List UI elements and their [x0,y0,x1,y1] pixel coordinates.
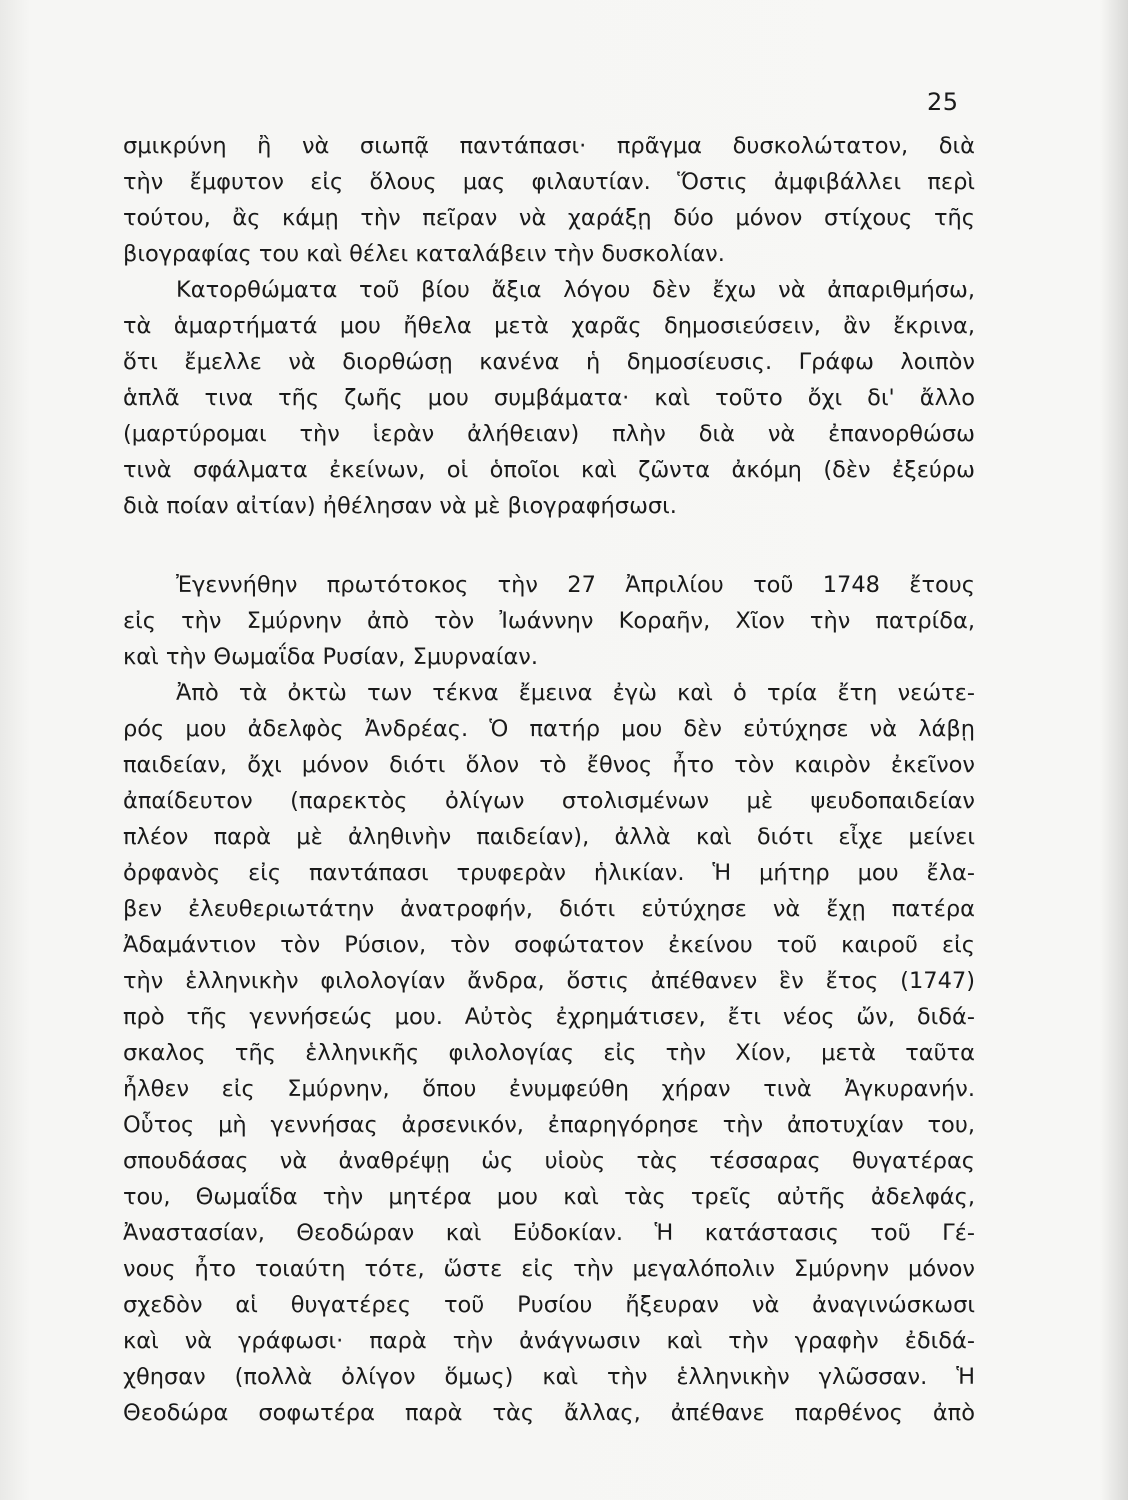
text-line: εἰς τὴν Σμύρνην ἀπὸ τὸν Ἰωάννην Κοραῆν, Χῖον τὴν πατρίδα, [123,608,975,634]
text-line: ἀπαίδευτον (παρεκτὸς ὀλίγων στολισμένων μὲ ψευδοπαιδείαν [123,788,975,814]
text-line: τούτου, ἂς κάμῃ τὴν πεῖραν νὰ χαράξῃ δύο μόνον στίχους τῆς [123,205,975,231]
text-line: σχεδὸν αἱ θυγατέρες τοῦ Ρυσίου ἤξευραν νὰ ἀναγινώσκωσι [123,1292,975,1318]
text-line: Ἀδαμάντιον τὸν Ρύσιον, τὸν σοφώτατον ἐκείνου τοῦ καιροῦ εἰς [123,932,975,958]
text-line: διὰ ποίαν αἰτίαν) ἠθέλησαν νὰ μὲ βιογραφήσωσι. [123,493,677,519]
text-line: καὶ τὴν Θωμαΐδα Ρυσίαν, Σμυρναίαν. [123,644,539,670]
text-line: νους ἦτο τοιαύτη τότε, ὥστε εἰς τὴν μεγαλόπολιν Σμύρνην μόνον [123,1256,975,1282]
text-line: σμικρύνη ἢ νὰ σιωπᾷ παντάπασι· πρᾶγμα δυσκολώτατον, διὰ [123,133,975,159]
text-line: ἁπλᾶ τινα τῆς ζωῆς μου συμβάματα· καὶ τοῦτο ὄχι δι' ἄλλο [123,385,975,411]
text-line: του, Θωμαΐδα τὴν μητέρα μου καὶ τὰς τρεῖς αὐτῆς ἀδελφάς, [123,1184,975,1210]
text-line: παιδείαν, ὄχι μόνον διότι ὅλον τὸ ἔθνος ἦτο τὸν καιρὸν ἐκεῖνον [123,752,975,778]
text-line: Θεοδώρα σοφωτέρα παρὰ τὰς ἄλλας, ἀπέθανε παρθένος ἀπὸ [123,1400,975,1426]
text-line: τὰ ἁμαρτήματά μου ἤθελα μετὰ χαρᾶς δημοσιεύσειν, ἂν ἔκρινα, [123,313,975,339]
text-line: βεν ἐλευθεριωτάτην ἀνατροφήν, διότι εὐτύχησε νὰ ἔχῃ πατέρα [123,896,975,922]
text-line: καὶ νὰ γράφωσι· παρὰ τὴν ἀνάγνωσιν καὶ τὴν γραφὴν ἐδιδά- [123,1328,975,1354]
text-block-1 [123,128,975,524]
text-line: ὀρφανὸς εἰς παντάπασι τρυφερὰν ἡλικίαν. Ἡ μήτηρ μου ἔλα- [123,860,975,886]
text-line: ἦλθεν εἰς Σμύρνην, ὅπου ἐνυμφεύθη χήραν τινὰ Ἀγκυρανήν. [123,1076,975,1102]
text-line: ρός μου ἀδελφὸς Ἀνδρέας. Ὁ πατήρ μου δὲν εὐτύχησε νὰ λάβῃ [123,716,975,742]
text-line: Ἐγεννήθην πρωτότοκος τὴν 27 Ἀπριλίου τοῦ 1748 ἔτους [176,572,975,598]
text-line: σπουδάσας νὰ ἀναθρέψῃ ὡς υἱοὺς τὰς τέσσαρας θυγατέρας [123,1148,975,1174]
page-number: 25 [927,88,959,116]
text-line: Ἀναστασίαν, Θεοδώραν καὶ Εὐδοκίαν. Ἡ κατάστασις τοῦ Γέ- [123,1220,975,1246]
text-line: βιογραφίας του καὶ θέλει καταλάβειν τὴν δυσκολίαν. [123,241,725,267]
text-line: Ἀπὸ τὰ ὀκτὼ των τέκνα ἔμεινα ἐγὼ καὶ ὁ τρία ἔτη νεώτε- [176,680,975,706]
text-line: τὴν ἑλληνικὴν φιλολογίαν ἄνδρα, ὅστις ἀπέθανεν ἓν ἔτος (1747) [123,968,975,994]
text-line: Κατορθώματα τοῦ βίου ἄξια λόγου δὲν ἔχω νὰ ἀπαριθμήσω, [176,277,975,303]
text-block-2 [123,567,975,1431]
text-line: πλέον παρὰ μὲ ἀληθινὴν παιδείαν), ἀλλὰ καὶ διότι εἶχε μείνει [123,824,975,850]
text-line: σκαλος τῆς ἑλληνικῆς φιλολογίας εἰς τὴν Χίον, μετὰ ταῦτα [123,1040,975,1066]
text-line: (μαρτύρομαι τὴν ἱερὰν ἀλήθειαν) πλὴν διὰ νὰ ἐπανορθώσω [123,421,975,447]
text-line: ὅτι ἔμελλε νὰ διορθώσῃ κανένα ἡ δημοσίευσις. Γράφω λοιπὸν [123,349,975,375]
text-line: τὴν ἔμφυτον εἰς ὅλους μας φιλαυτίαν. Ὅστις ἀμφιβάλλει περὶ [123,169,975,195]
text-line: Οὗτος μὴ γεννήσας ἀρσενικόν, ἐπαρηγόρησε τὴν ἀποτυχίαν του, [123,1112,975,1138]
text-line: χθησαν (πολλὰ ὀλίγον ὅμως) καὶ τὴν ἑλληνικὴν γλῶσσαν. Ἡ [123,1364,975,1390]
text-line: τινὰ σφάλματα ἐκείνων, οἱ ὁποῖοι καὶ ζῶντα ἀκόμη (δὲν ἐξεύρω [123,457,975,483]
text-line: πρὸ τῆς γεννήσεώς μου. Αὐτὸς ἐχρημάτισεν, ἔτι νέος ὤν, διδά- [123,1004,975,1030]
